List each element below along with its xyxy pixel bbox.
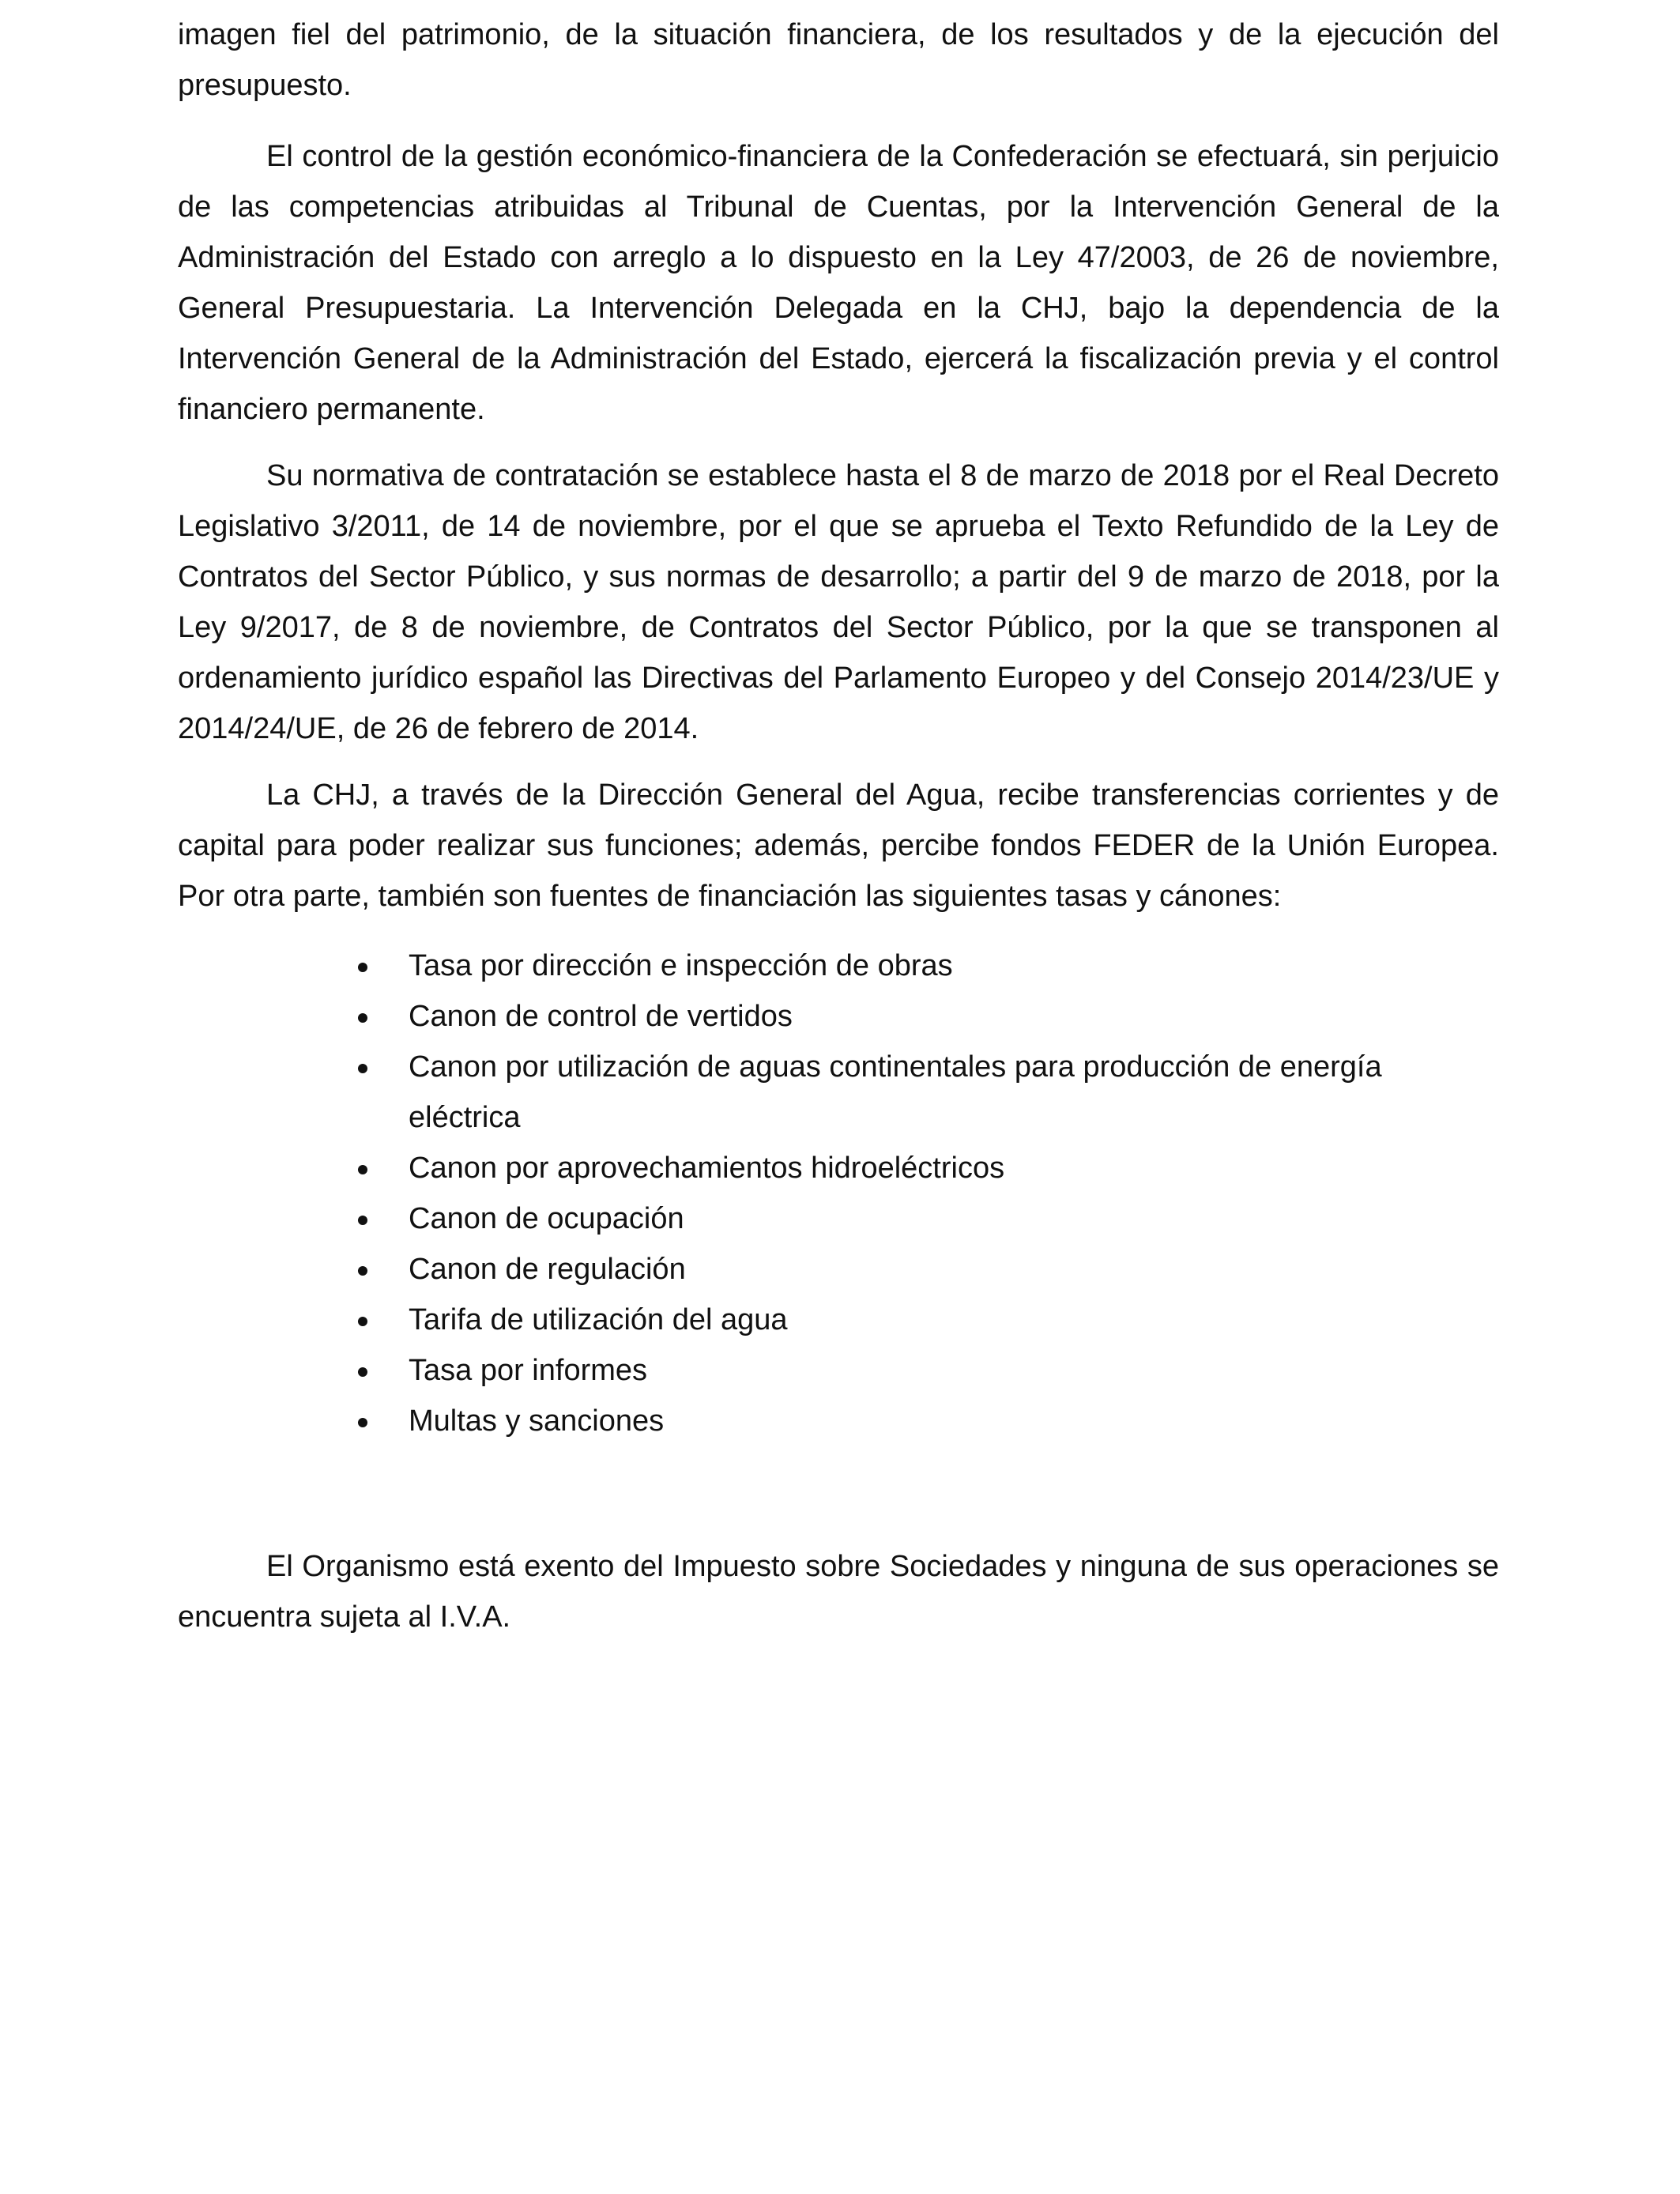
list-item-text: Canon de ocupación bbox=[409, 1202, 684, 1235]
list-item bbox=[178, 1295, 1499, 1345]
list-item bbox=[178, 1042, 1499, 1143]
list-item bbox=[178, 1396, 1499, 1446]
list-item bbox=[178, 1143, 1499, 1193]
list-item bbox=[178, 1345, 1499, 1396]
list-item-text: Canon por utilización de aguas continentales para producción de energía eléctrica bbox=[409, 1050, 1382, 1134]
paragraph-continuation: imagen fiel del patrimonio, de la situación financiera, de los resultados y de la ejecución del presupuesto. bbox=[178, 18, 1499, 102]
bullet-icon bbox=[358, 1216, 367, 1225]
bullet-icon bbox=[358, 1418, 367, 1427]
paragraph-financiacion: La CHJ, a través de la Dirección General del Agua, recibe transferencias corrientes y de capital para poder realizar sus funciones; además, percibe fondos FEDER de la Unión Europea. Por otra parte, también son fuentes de financiación las siguientes tasas y cánones: bbox=[178, 778, 1499, 913]
list-item-text: Canon por aprovechamientos hidroeléctricos bbox=[409, 1152, 1005, 1185]
list-item bbox=[178, 1193, 1499, 1244]
list-item-text: Canon de control de vertidos bbox=[409, 1000, 793, 1033]
list-item-text: Multas y sanciones bbox=[409, 1404, 665, 1438]
bullet-icon bbox=[358, 1013, 367, 1023]
list-item bbox=[178, 1244, 1499, 1295]
paragraph-control-gestion: El control de la gestión económico-financiera de la Confederación se efectuará, sin perjuicio de las competencias atribuidas al Tribunal de Cuentas, por la Intervención General de la Administración del Estado con arreglo a lo dispuesto en la Ley 47/2003, de 26 de noviembre, General Presupuestaria. La Intervención Delegada en la CHJ, bajo la dependencia de la Intervención General de la Administración del Estado, ejercerá la fiscalización previa y el control financiero permanente. bbox=[178, 140, 1499, 426]
paragraph-normativa-contratacion: Su normativa de contratación se establece hasta el 8 de marzo de 2018 por el Real Decreto Legislativo 3/2011, de 14 de noviembre, por el que se aprueba el Texto Refundido de la Ley de Contratos del Sector Público, y sus normas de desarrollo; a partir del 9 de marzo de 2018, por la Ley 9/2017, de 8 de noviembre, de Contratos del Sector Público, por la que se transponen al ordenamiento jurídico español las Directivas del Parlamento Europeo y del Consejo 2014/23/UE y 2014/24/UE, de 26 de febrero de 2014. bbox=[178, 459, 1499, 745]
bullet-icon bbox=[358, 1317, 367, 1326]
list-item-text: Tasa por informes bbox=[409, 1354, 648, 1387]
list-item-text: Canon de regulación bbox=[409, 1253, 686, 1286]
list-item bbox=[178, 941, 1499, 991]
bullet-icon bbox=[358, 963, 367, 972]
bullet-icon bbox=[358, 1367, 367, 1377]
bullet-icon bbox=[358, 1165, 367, 1174]
fees-list bbox=[178, 941, 1499, 1446]
list-item bbox=[178, 991, 1499, 1042]
bullet-icon bbox=[358, 1064, 367, 1073]
list-item-text: Tasa por dirección e inspección de obras bbox=[409, 949, 953, 982]
bullet-icon bbox=[358, 1266, 367, 1276]
paragraph-impuestos: El Organismo está exento del Impuesto sobre Sociedades y ninguna de sus operaciones se encuentra sujeta al I.V.A. bbox=[178, 1550, 1499, 1634]
list-item-text: Tarifa de utilización del agua bbox=[409, 1303, 788, 1336]
